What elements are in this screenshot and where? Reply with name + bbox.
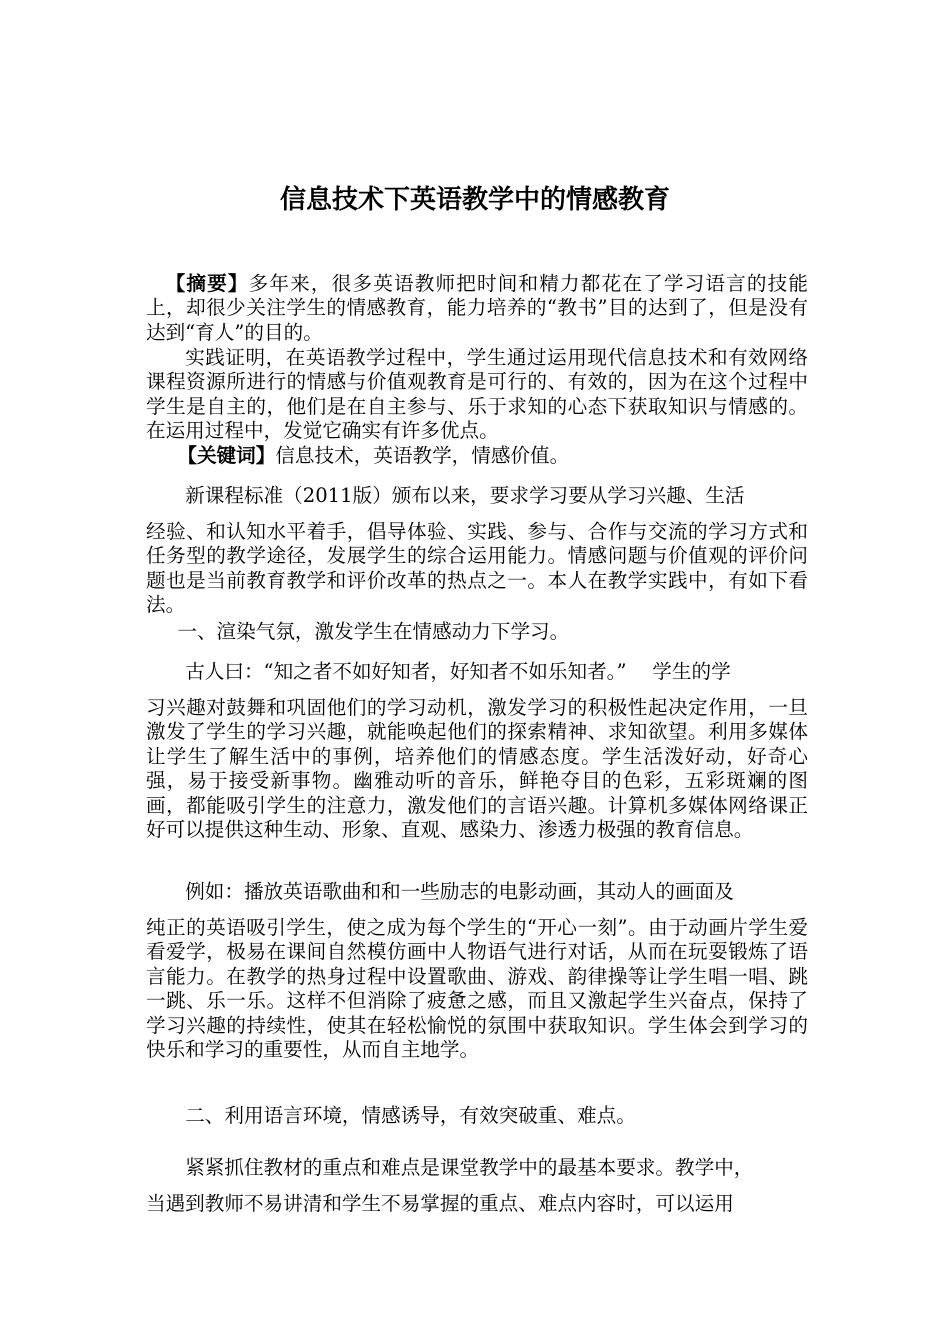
abstract-paragraph (146, 272, 808, 345)
example-paragraph-line1: 例如：播放英语歌曲和和一些励志的电影动画，其动人的画面及 (185, 880, 734, 903)
ancient-paragraph-line1: 古人曰：“知之者不如好知者，好知者不如乐知者。” 学生的学 (185, 660, 731, 683)
keywords-text: 信息技术，英语教学，情感价值。 (275, 444, 570, 467)
abstract-label: 【摘要】 (165, 272, 249, 295)
section-heading-two: 二、利用语言环境，情感诱导，有效突破重、难点。 (185, 1104, 636, 1127)
key-points-paragraph-line1: 紧紧抓住教材的重点和难点是课堂教学中的最基本要求。教学中， (185, 1156, 754, 1179)
keywords-paragraph (146, 444, 808, 468)
key-points-paragraph-line2: 当遇到教师不易讲清和学生不易掌握的重点、难点内容时，可以运用 (146, 1192, 734, 1215)
document-title: 信息技术下英语教学中的情感教育 (279, 185, 670, 215)
standard-paragraph-body: 经验、和认知水平着手，倡导体验、实践、参与、合作与交流的学习方式和任务型的教学途径，发展学生的综合运用能力。情感问题与价值观的评价问题也是当前教育教学和评价改革的热点之一。本人在教学实践中，有如下看法。 (146, 520, 808, 617)
section-heading-one: 一、渲染气氛，激发学生在情感动力下学习。 (177, 620, 570, 643)
standard-paragraph-line1: 新课程标准（2011版）颁布以来，要求学习要从学习兴趣、生活 (185, 484, 745, 507)
ancient-paragraph-body: 习兴趣对鼓舞和巩固他们的学习动机，激发学习的积极性起决定作用，一旦激发了学生的学习兴趣，就能唤起他们的探索精神、求知欲望。利用多媒体让学生了解生活中的事例，培养他们的情感态度。学生活泼好动，好奇心强，易于接受新事物。幽雅动听的音乐，鲜艳夺目的色彩，五彩斑斓的图画，都能吸引学生的注意力，激发他们的言语兴趣。计算机多媒体网络课正好可以提供这种生动、形象、直观、感染力、渗透力极强的教育信息。 (146, 696, 808, 842)
abstract-text: 多年来，很多英语教师把时间和精力都花在了学习语言的技能上，却很少关注学生的情感教育，能力培养的“教书”目的达到了，但是没有达到“育人”的目的。 (146, 272, 809, 344)
practice-paragraph: 实践证明，在英语教学过程中，学生通过运用现代信息技术和有效网络课程资源所进行的情感与价值观教育是可行的、有效的，因为在这个过程中学生是自主的，他们是在自主参与、乐于求知的心态下获取知识与情感的。在运用过程中，发觉它确实有许多优点。 (146, 346, 808, 443)
keywords-label: 【关键词】 (177, 444, 276, 467)
example-paragraph-body: 纯正的英语吸引学生，使之成为每个学生的“开心一刻”。由于动画片学生爱看爱学，极易在课间自然模仿画中人物语气进行对话，从而在玩耍锻炼了语言能力。在教学的热身过程中设置歌曲、游戏、韵律操等让学生唱一唱、跳一跳、乐一乐。这样不但消除了疲惫之感，而且又激起学生兴奋点，保持了学习兴趣的持续性，使其在轻松愉悦的氛围中获取知识。学生体会到学习的快乐和学习的重要性，从而自主地学。 (146, 916, 808, 1062)
